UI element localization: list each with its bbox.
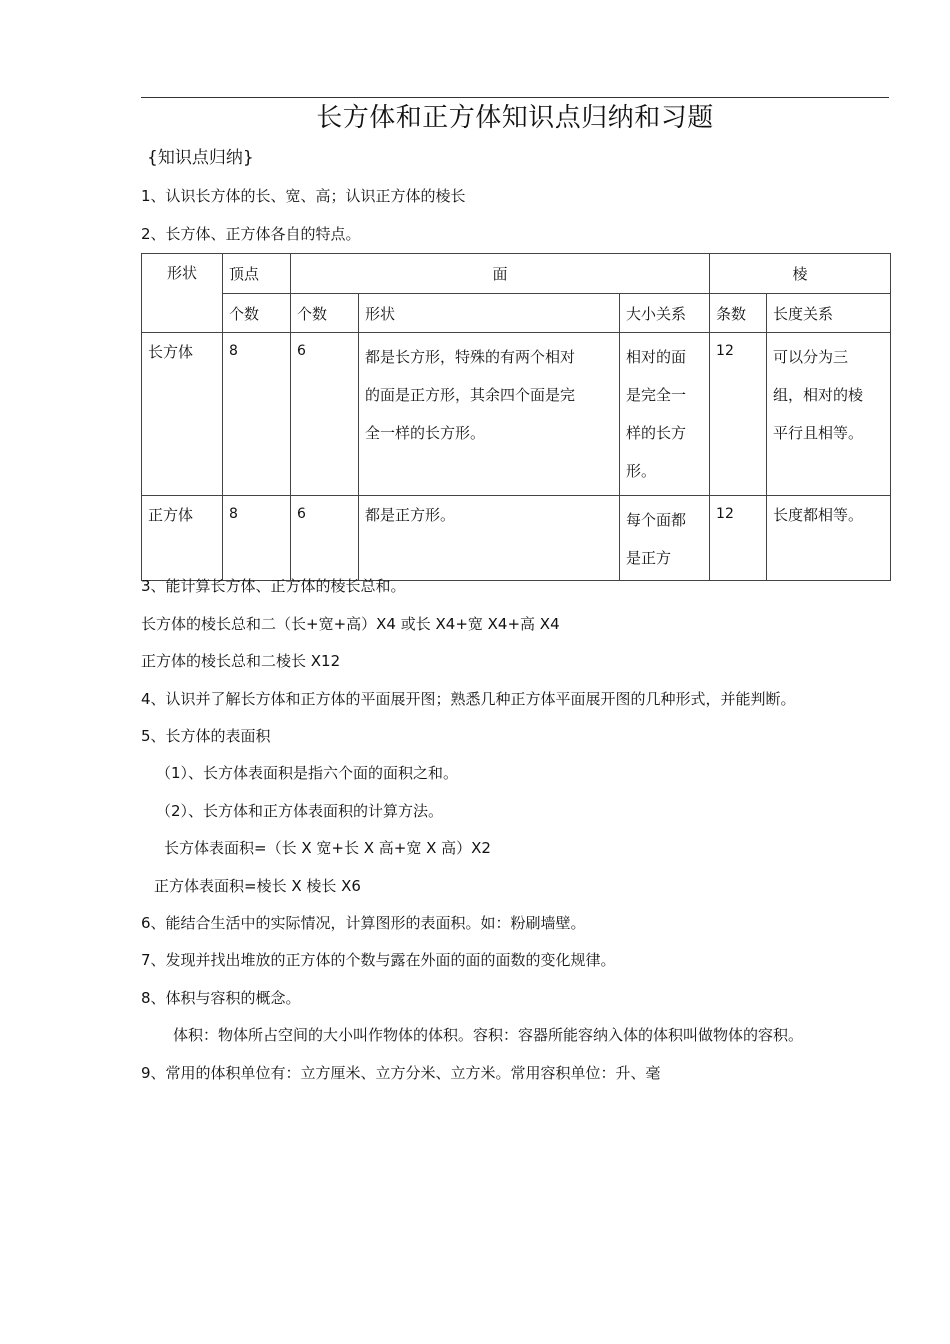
row-edges: 12 bbox=[710, 333, 767, 496]
header-edge: 棱 bbox=[710, 254, 891, 294]
header-face-shape: 形状 bbox=[359, 294, 620, 333]
table-header-row bbox=[142, 254, 891, 294]
header-vertex: 顶点 bbox=[223, 254, 291, 294]
header-face-count: 个数 bbox=[291, 294, 359, 333]
row-face-size: 每个面都 是正方 bbox=[620, 496, 710, 581]
item-5-sub-1: （1）、长方体表面积是指六个面的面积之和。 bbox=[156, 764, 459, 782]
cuboid-edge-sum-formula: 长方体的棱长总和二（长+宽+高）X4 或长 X4+宽 X4+高 X4 bbox=[141, 615, 560, 633]
page-title: 长方体和正方体知识点归纳和习题 bbox=[316, 103, 714, 133]
row-vertices: 8 bbox=[223, 496, 291, 581]
table-row bbox=[142, 333, 891, 496]
row-face-shape: 都是长方形，特殊的有两个相对 的面是正方形，其余四个面是完 全一样的长方形。 bbox=[359, 333, 620, 496]
item-4: 4、认识并了解长方体和正方体的平面展开图；熟悉几种正方体平面展开图的几种形式，并能判断。 bbox=[141, 690, 796, 708]
header-face-size: 大小关系 bbox=[620, 294, 710, 333]
header-edge-length: 长度关系 bbox=[767, 294, 891, 333]
features-table bbox=[141, 253, 891, 581]
header-rule bbox=[141, 97, 889, 98]
header-edge-count: 条数 bbox=[710, 294, 767, 333]
row-vertices: 8 bbox=[223, 333, 291, 496]
cube-surface-formula: 正方体表面积=棱长 X 棱长 X6 bbox=[154, 877, 361, 895]
row-face-shape: 都是正方形。 bbox=[359, 496, 620, 581]
row-faces: 6 bbox=[291, 496, 359, 581]
item-2: 2、长方体、正方体各自的特点。 bbox=[141, 225, 361, 243]
table-subheader-row bbox=[142, 294, 891, 333]
header-shape: 形状 bbox=[142, 254, 223, 333]
row-edges: 12 bbox=[710, 496, 767, 581]
item-9: 9、常用的体积单位有：立方厘米、立方分米、立方米。常用容积单位：升、毫 bbox=[141, 1064, 661, 1082]
row-face-size: 相对的面 是完全一 样的长方 形。 bbox=[620, 333, 710, 496]
cube-edge-sum-formula: 正方体的棱长总和二棱长 X12 bbox=[141, 652, 341, 670]
row-faces: 6 bbox=[291, 333, 359, 496]
item-6: 6、能结合生活中的实际情况，计算图形的表面积。如：粉刷墙壁。 bbox=[141, 914, 586, 932]
item-7: 7、发现并找出堆放的正方体的个数与露在外面的面的面数的变化规律。 bbox=[141, 951, 616, 969]
row-edge-length: 长度都相等。 bbox=[767, 496, 891, 581]
item-5-sub-2: （2）、长方体和正方体表面积的计算方法。 bbox=[156, 802, 444, 820]
item-3: 3、能计算长方体、正方体的棱长总和。 bbox=[141, 577, 406, 595]
row-name: 正方体 bbox=[142, 496, 223, 581]
item-5: 5、长方体的表面积 bbox=[141, 727, 271, 745]
header-vertex-count: 个数 bbox=[223, 294, 291, 333]
row-edge-length: 可以分为三 组，相对的棱 平行且相等。 bbox=[767, 333, 891, 496]
section-heading: {知识点归纳} bbox=[147, 148, 254, 168]
table-row bbox=[142, 496, 891, 581]
row-name: 长方体 bbox=[142, 333, 223, 496]
volume-capacity-definition: 体积：物体所占空间的大小叫作物体的体积。容积：容器所能容纳入体的体积叫做物体的容积。 bbox=[173, 1026, 804, 1044]
item-8: 8、体积与容积的概念。 bbox=[141, 989, 301, 1007]
header-face: 面 bbox=[291, 254, 710, 294]
item-1: 1、认识长方体的长、宽、高；认识正方体的棱长 bbox=[141, 187, 466, 205]
cuboid-surface-formula: 长方体表面积=（长 X 宽+长 X 高+宽 X 高）X2 bbox=[164, 839, 491, 857]
